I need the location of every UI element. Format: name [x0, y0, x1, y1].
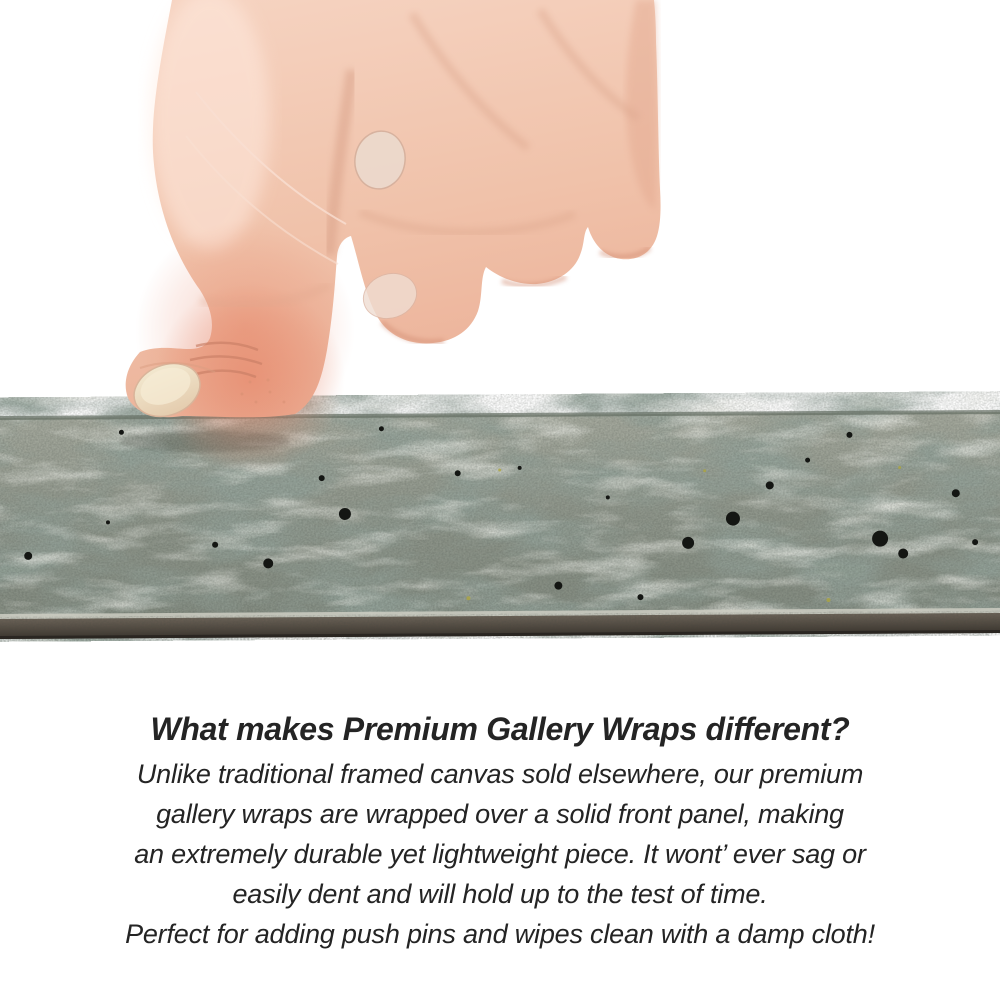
- hand-photo: [126, 0, 661, 473]
- copy-line-5: Perfect for adding push pins and wipes clean with a damp cloth!: [125, 919, 875, 949]
- copy-line-1: Unlike traditional framed canvas sold elsewhere, our premium: [136, 759, 864, 789]
- copy-line-2: gallery wraps are wrapped over a solid front panel, making: [156, 799, 844, 829]
- copy-line-3: an extremely durable yet lightweight piece. It wont’ ever sag or: [134, 839, 866, 869]
- marketing-copy: [0, 706, 1000, 954]
- copy-line-4: easily dent and will hold up to the test of time.: [232, 879, 768, 909]
- skin-highlight: [150, 0, 270, 250]
- copy-heading: What makes Premium Gallery Wraps different?: [150, 711, 850, 747]
